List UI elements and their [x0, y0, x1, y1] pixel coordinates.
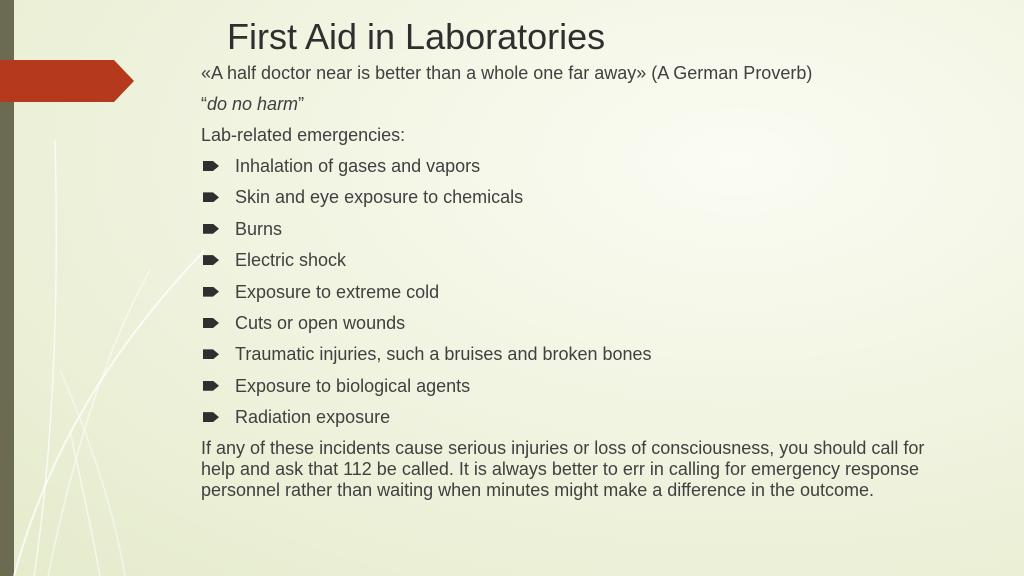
- arrow-bullet-icon: [203, 161, 219, 171]
- motto: [201, 93, 1001, 116]
- arrow-bullet-icon: [203, 192, 219, 202]
- list-item: [201, 406, 1001, 429]
- decorative-curve: [60, 370, 125, 576]
- arrow-bullet-icon: [203, 412, 219, 422]
- list-item: [201, 375, 1001, 398]
- title-accent-arrow: [0, 60, 134, 102]
- list-item: [201, 249, 1001, 272]
- arrow-bullet-icon: [203, 287, 219, 297]
- list-item: [201, 312, 1001, 335]
- arrow-bullet-icon: [203, 318, 219, 328]
- list-item: [201, 218, 1001, 241]
- list-item: [201, 281, 1001, 304]
- list-item-text: Exposure to biological agents: [235, 375, 471, 396]
- motto-text: do no harm: [207, 94, 299, 114]
- arrow-bullet-icon: [203, 381, 219, 391]
- arrow-bullet-icon: [203, 349, 219, 359]
- list-item: [201, 343, 1001, 366]
- list-item-text: Burns: [235, 218, 283, 239]
- list-item: [201, 155, 1001, 178]
- slide-title: First Aid in Laboratories: [227, 16, 606, 57]
- decorative-curve: [14, 250, 205, 576]
- section-label: Lab-related emergencies:: [201, 125, 406, 145]
- motto-open-quote: “: [201, 94, 207, 114]
- decorative-curve: [48, 270, 150, 576]
- arrow-bullet-icon: [203, 224, 219, 234]
- motto-close-quote: ”: [298, 94, 305, 114]
- decorative-curve: [34, 140, 56, 576]
- list-item-text: Exposure to extreme cold: [235, 281, 440, 302]
- closing-paragraph: If any of these incidents cause serious injuries or loss of consciousness, you should call for help and ask that 112 be called. It is always better to err in calling for emergency response personnel rather than waiting when minutes might make a difference in the outcome.: [201, 437, 925, 500]
- list-item-text: Cuts or open wounds: [235, 312, 406, 333]
- list-item-text: Inhalation of gases and vapors: [235, 156, 481, 176]
- arrow-bullet-icon: [203, 255, 219, 265]
- list-item-text: Traumatic injuries, such a bruises and broken bones: [235, 344, 652, 365]
- list-item-text: Electric shock: [235, 250, 347, 271]
- list-item-text: Radiation exposure: [235, 407, 391, 428]
- decorative-curve: [70, 430, 100, 576]
- slide-content: [201, 62, 1001, 501]
- proverb-quote: «A half doctor near is better than a whole one far away» (A German Proverb): [201, 63, 813, 83]
- list-item-text: Skin and eye exposure to chemicals: [235, 187, 524, 208]
- emergency-list: [201, 155, 1001, 429]
- list-item: [201, 186, 1001, 209]
